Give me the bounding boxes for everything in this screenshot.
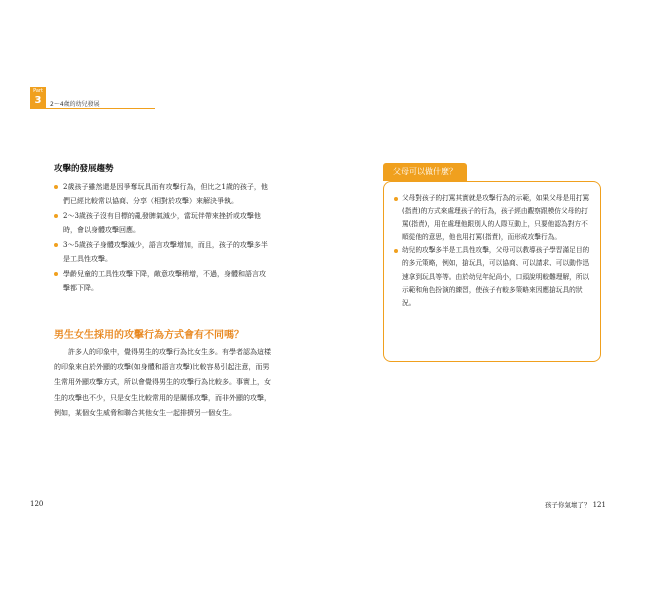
subsection-heading: 男生女生採用的攻擊行為方式會有不同嗎？	[54, 330, 244, 341]
part-number: 3	[34, 95, 42, 106]
footer-right	[545, 500, 606, 509]
part-tab	[30, 87, 46, 109]
list-item	[54, 267, 272, 295]
body-paragraph: 許多人的印象中，覺得男生的攻擊行為比女生多。有學者認為這樣的印象來自於外顯的攻擊(如身體和語言攻擊)比較容易引起注意，而男生常用外顯攻擊方式，所以會覺得男生的攻擊行為比較多。事實上，女生的攻擊也不少，只是女生比較常用的是關係攻擊，而非外顯的攻擊，例如，某個女生威脅和聯合其他女生一起排擠另一個女生。	[54, 348, 271, 417]
left-column	[54, 162, 272, 296]
list-item	[394, 244, 594, 309]
list-item-text: 2歲孩子雖然還是因爭奪玩具而有攻擊行為，但比之1歲的孩子，他們已經比較常以協商、分享（相對於攻擊）來解決爭執。	[63, 183, 268, 205]
list-item-text: 3～5歲孩子身體攻擊減少，語言攻擊增加，而且，孩子的攻擊多半是工具性攻擊。	[63, 241, 268, 263]
list-item	[394, 192, 594, 244]
bullet-dot-icon	[54, 272, 58, 276]
list-item-text: 學齡兒童的工具性攻擊下降，敵意攻擊稍增，不過，身體和語言攻擊都下降。	[63, 270, 266, 292]
section-heading: 攻擊的發展趨勢	[54, 164, 114, 174]
page-number-right: 121	[592, 501, 606, 509]
trend-list	[54, 180, 272, 295]
list-item-text: 幼兒的攻擊多半是工具性攻擊，父母可以教導孩子學習滿足目的的多元策略，例如，搶玩具，可以協商、可以請求、可以動作迅速拿到玩具等等。由於幼兒年紀尚小，口頭說明較難理解，所以示範和角色扮演的練習，使孩子有較多策略來因應搶玩具的狀況。	[402, 246, 590, 307]
chapter-label: 2～4歲的幼兒發展	[50, 101, 100, 108]
part-word: Part	[33, 88, 43, 94]
page-number-left: 120	[30, 500, 44, 508]
tip-box	[383, 181, 601, 362]
tip-box-title: 父母可以做什麼？	[383, 163, 467, 181]
running-title: 孩子你氣壞了？	[545, 501, 591, 509]
list-item-text: 父母對孩子的打罵其實就是攻擊行為的示範，如果父母是用打罵(指責)的方式來處理孩子的行為，孩子經由觀察跟模仿父母的打罵(指責)，用在處理他跟別人的人際互動上，只要他認為對方不順從他的意思，他也用打罵(指責)，而形成攻擊行為。	[402, 194, 590, 242]
bullet-dot-icon	[394, 197, 398, 201]
list-item	[54, 209, 272, 237]
bullet-dot-icon	[54, 185, 58, 189]
list-item	[54, 238, 272, 266]
list-item-text: 2～3歲孩子沒有目標的亂發脾氣減少，當玩伴帶來挫折或攻擊他時，會以身體攻擊回應。	[63, 212, 261, 234]
list-item	[54, 180, 272, 208]
header-divider	[30, 108, 155, 109]
bullet-dot-icon	[54, 214, 58, 218]
tip-list	[394, 192, 594, 310]
bullet-dot-icon	[54, 243, 58, 247]
bullet-dot-icon	[394, 249, 398, 253]
